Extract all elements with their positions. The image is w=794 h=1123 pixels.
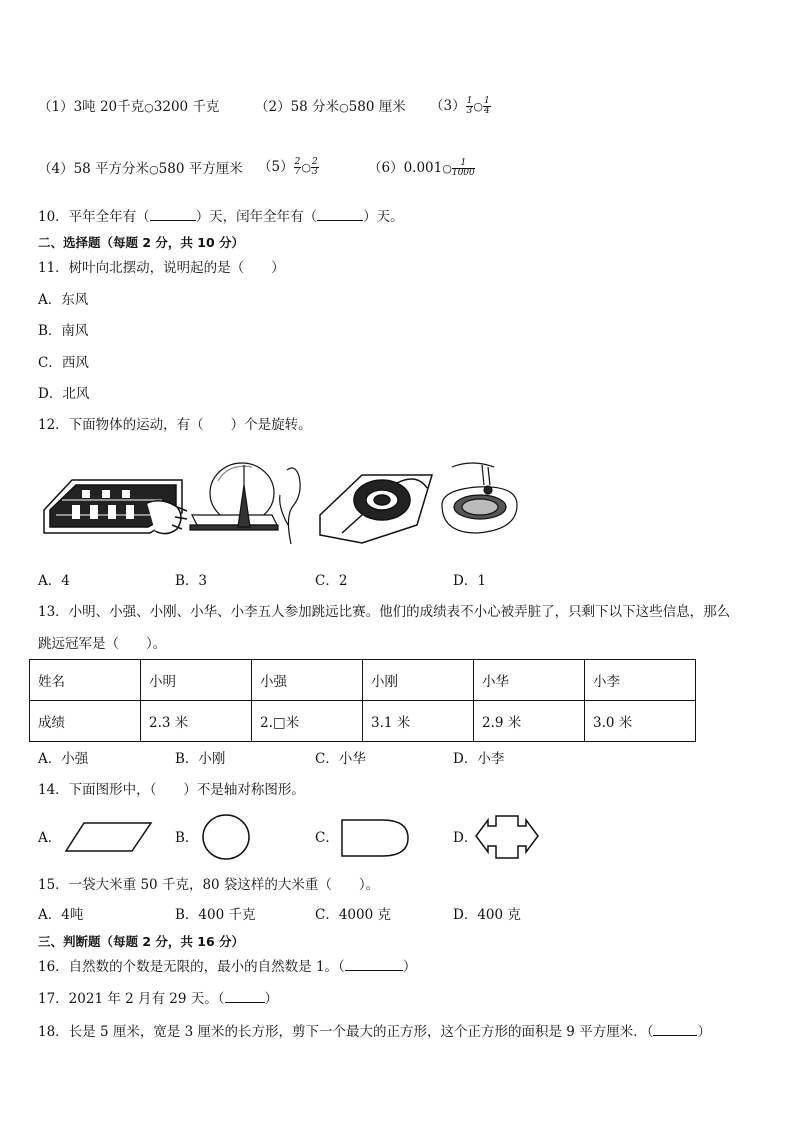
option-d[interactable]: D． [453,830,478,846]
question-10: 10．平年全年有（ ）天，闰年全年有（ ）天。 [38,209,404,225]
compare-4-left: （4）58 平方分米 [38,161,150,177]
answer-blank[interactable] [653,1023,697,1036]
option-d[interactable]: D．400 克 [453,907,521,923]
option-b[interactable]: B．南风 [38,323,89,339]
compare-6-left: （6）0.001 [368,160,443,176]
question-13-stem-line2: 跳远冠军是（ ）。 [38,636,167,652]
rounded-tab-shape [340,818,410,858]
motion-pictures [42,455,522,547]
compare-1-left: （1）3吨 20千克 [38,99,145,115]
table-cell: 小明 [141,660,252,701]
question-16: 16．自然数的个数是无限的，最小的自然数是 1。（ ） [38,959,417,975]
compare-4-right: 580 平方厘米 [158,161,243,177]
compare-circle[interactable]: ○ [144,101,154,114]
option-d[interactable]: D．小李 [453,751,505,767]
option-b[interactable]: B．400 千克 [175,907,256,923]
option-c[interactable]: C． [315,830,339,846]
steering-wheel-picture [320,475,432,543]
section-heading-choice: 二、选择题（每题 2 分，共 10 分） [38,235,245,250]
fraction: $\frac{2}{3}$ [311,157,318,177]
fraction: $\frac{1}{1000}$ [451,158,475,178]
table-cell: 成绩 [30,701,141,742]
parallelogram-shape [64,820,154,854]
table-cell: 姓名 [30,660,141,701]
answer-blank[interactable] [345,958,403,971]
crane-picture [190,463,300,544]
table-cell: 小强 [252,660,363,701]
option-a[interactable]: A．4吨 [38,907,84,923]
compare-item-2 [255,98,406,117]
compare-5-label: （5） [258,159,294,175]
abacus-picture [44,480,187,534]
answer-blank[interactable] [225,990,265,1003]
compare-circle[interactable]: ○ [339,101,349,114]
circle-shape [200,813,254,861]
question-13-stem-line1: 13．小明、小强、小刚、小华、小李五人参加跳远比赛。他们的成绩表不小心被弄脏了，只剩下以下这些信息，那么 [38,604,731,620]
option-c[interactable]: C．西风 [38,355,89,371]
option-a[interactable]: A． [38,830,62,846]
question-17: 17．2021 年 2 月有 29 天。（ ） [38,991,279,1007]
compare-item-6 [368,159,475,178]
option-a[interactable]: A．东风 [38,292,89,308]
compare-circle[interactable]: ○ [442,162,452,175]
table-cell: 小李 [585,660,696,701]
option-a[interactable]: A．4 [38,573,70,589]
table-row [30,701,696,742]
compare-item-5 [258,158,319,177]
option-d[interactable]: D．北风 [38,386,90,402]
question-11-stem: 11．树叶向北摆动，说明起的是（ ） [38,260,285,276]
option-c[interactable]: C．4000 克 [315,907,391,923]
compare-circle[interactable]: ○ [473,100,483,113]
compare-item-4 [38,160,243,179]
compare-1-right: 3200 千克 [153,99,220,115]
option-a[interactable]: A．小强 [38,751,89,767]
table-header-row [30,660,696,701]
compare-2-right: 580 厘米 [348,99,406,115]
compare-circle[interactable]: ○ [301,161,311,174]
compare-3-label: （3） [430,98,466,114]
fraction: $\frac{1}{3}$ [466,96,473,116]
section-heading-judge: 三、判断题（每题 2 分，共 16 分） [38,934,245,949]
option-d[interactable]: D．1 [453,573,486,589]
table-cell: 3.1 米 [363,701,474,742]
compare-item-1 [38,98,219,117]
table-cell: 2.9 米 [474,701,585,742]
question-12-stem: 12．下面物体的运动，有（ ）个是旋转。 [38,417,312,433]
wash-basin-picture [442,463,517,533]
table-cell: 3.0 米 [585,701,696,742]
answer-blank[interactable] [150,208,196,221]
compare-2-left: （2）58 分米 [255,99,340,115]
option-b[interactable]: B．3 [175,573,208,589]
question-18: 18．长是 5 厘米，宽是 3 厘米的长方形，剪下一个最大的正方形，这个正方形的面积是 9 平方厘米．（ ） [38,1024,711,1040]
table-cell: 2.3 米 [141,701,252,742]
answer-blank[interactable] [317,208,363,221]
option-c[interactable]: C．2 [315,573,348,589]
question-15-stem: 15．一袋大米重 50 千克，80 袋这样的大米重（ ）。 [38,877,380,893]
compare-circle[interactable]: ○ [149,163,159,176]
score-table [29,659,696,742]
fraction: $\frac{2}{7}$ [294,157,301,177]
table-cell: 小华 [474,660,585,701]
option-b[interactable]: B． [175,830,199,846]
table-cell: 小刚 [363,660,474,701]
table-cell: 2.□米 [252,701,363,742]
arrow-cross-shape [474,814,540,860]
option-b[interactable]: B．小刚 [175,751,226,767]
compare-item-3 [430,97,491,116]
option-c[interactable]: C．小华 [315,751,366,767]
fraction: $\frac{1}{4}$ [483,96,490,116]
question-14-stem: 14．下面图形中，（ ）不是轴对称图形。 [38,782,305,798]
